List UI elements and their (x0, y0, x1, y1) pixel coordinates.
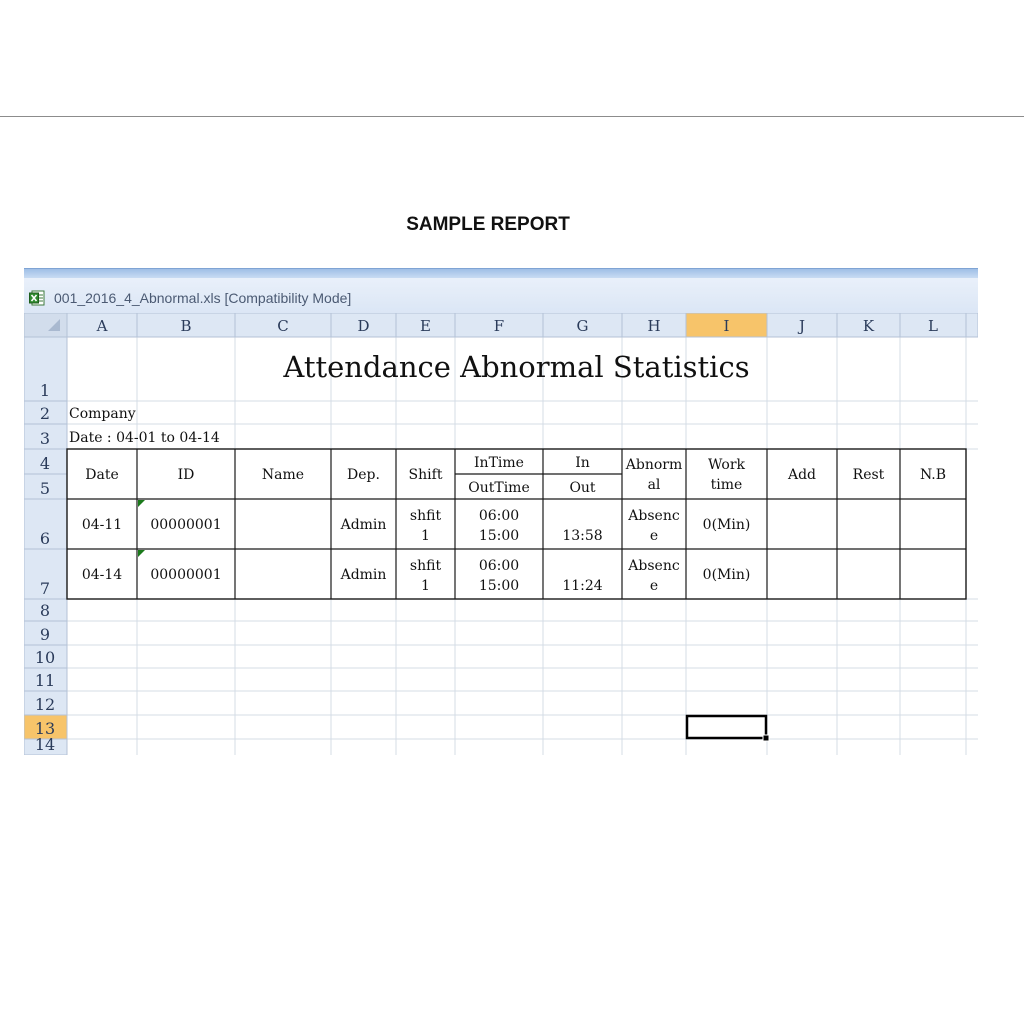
row-header-label: 11 (34, 671, 56, 690)
cell-dep: Admin (340, 567, 387, 583)
row-header-label: 1 (39, 381, 51, 400)
cell-worktime: 0(Min) (702, 517, 751, 533)
cell-dep: Admin (340, 517, 387, 533)
cell-outtime: 15:00 (478, 528, 520, 544)
excel-icon (29, 290, 45, 306)
header-in: In (575, 455, 590, 471)
column-header-label: E (420, 317, 431, 335)
header-abnormal-wrap: al (647, 477, 661, 493)
row-header-label: 5 (39, 479, 51, 498)
header-shift: Shift (408, 467, 443, 483)
column-header-label: A (96, 317, 108, 335)
cell-abnormal-wrap: e (649, 528, 659, 544)
header-abnormal: Abnorm (625, 457, 683, 473)
window-titlebar[interactable] (24, 278, 978, 313)
header-rest: Rest (852, 467, 885, 483)
page-title: SAMPLE REPORT (406, 214, 570, 235)
column-header-label: G (576, 317, 589, 335)
cell-abnormal-wrap: e (649, 578, 659, 594)
column-header-label: F (493, 317, 505, 335)
cell-abnormal: Absenc (628, 508, 680, 524)
row-header-label: 9 (39, 625, 51, 644)
cell-id: 00000001 (150, 567, 222, 583)
spreadsheet-window (24, 268, 978, 755)
top-divider (0, 116, 1024, 117)
header-date: Date (85, 467, 119, 483)
cell-out: 13:58 (562, 528, 603, 544)
spreadsheet-grid[interactable] (24, 313, 978, 755)
row-header-label: 2 (39, 404, 51, 423)
row-header-label: 4 (39, 454, 51, 473)
cell-out: 11:24 (562, 578, 603, 594)
column-header-label: C (277, 317, 289, 335)
cell-shift: shfit (409, 508, 442, 524)
header-intime: InTime (474, 455, 524, 471)
cell-shift: shfit (409, 558, 442, 574)
column-header-overflow[interactable] (966, 313, 978, 337)
company-label: Company (69, 406, 136, 422)
row-header-label: 14 (34, 735, 56, 754)
cell-worktime: 0(Min) (702, 567, 751, 583)
header-outtime: OutTime (468, 480, 530, 496)
row-header-label: 3 (39, 429, 51, 448)
row-header-label: 8 (39, 601, 51, 620)
cell-intime: 06:00 (478, 508, 520, 524)
row-header-label: 12 (34, 695, 56, 714)
row-header-label: 13 (34, 719, 56, 738)
window-title: 001_2016_4_Abnormal.xls [Compatibility Mode] (54, 290, 352, 306)
window-frame-top (24, 268, 978, 278)
cell-date: 04-14 (81, 567, 123, 583)
row-header-label: 10 (34, 648, 56, 667)
column-header-label: J (798, 317, 806, 335)
column-header-label: H (647, 317, 661, 335)
column-header-label: K (862, 317, 875, 335)
row-header-label: 7 (39, 579, 51, 598)
date-range-label: Date : 04-01 to 04-14 (69, 430, 220, 446)
header-dep: Dep. (347, 467, 380, 483)
header-worktime-wrap: time (710, 477, 743, 493)
cell-intime: 06:00 (478, 558, 520, 574)
sheet-title: Attendance Abnormal Statistics (283, 350, 750, 384)
cell-date: 04-11 (81, 517, 123, 533)
cell-shift-wrap: 1 (421, 528, 430, 544)
column-header-label: D (357, 317, 370, 335)
header-nb: N.B (919, 467, 947, 483)
header-worktime: Work (707, 457, 746, 473)
cell-outtime: 15:00 (478, 578, 520, 594)
header-name: Name (261, 467, 305, 483)
cell-id: 00000001 (150, 517, 222, 533)
column-header-label: L (928, 317, 938, 335)
cell-abnormal: Absenc (628, 558, 680, 574)
select-all-button[interactable] (24, 313, 67, 337)
column-header-label: B (180, 317, 192, 335)
row-header-label: 6 (39, 529, 51, 548)
cell-shift-wrap: 1 (421, 578, 430, 594)
header-add: Add (787, 467, 817, 483)
fill-handle[interactable] (763, 735, 769, 741)
header-id: ID (177, 467, 195, 483)
column-header-label: I (723, 317, 730, 335)
header-out: Out (569, 480, 596, 496)
